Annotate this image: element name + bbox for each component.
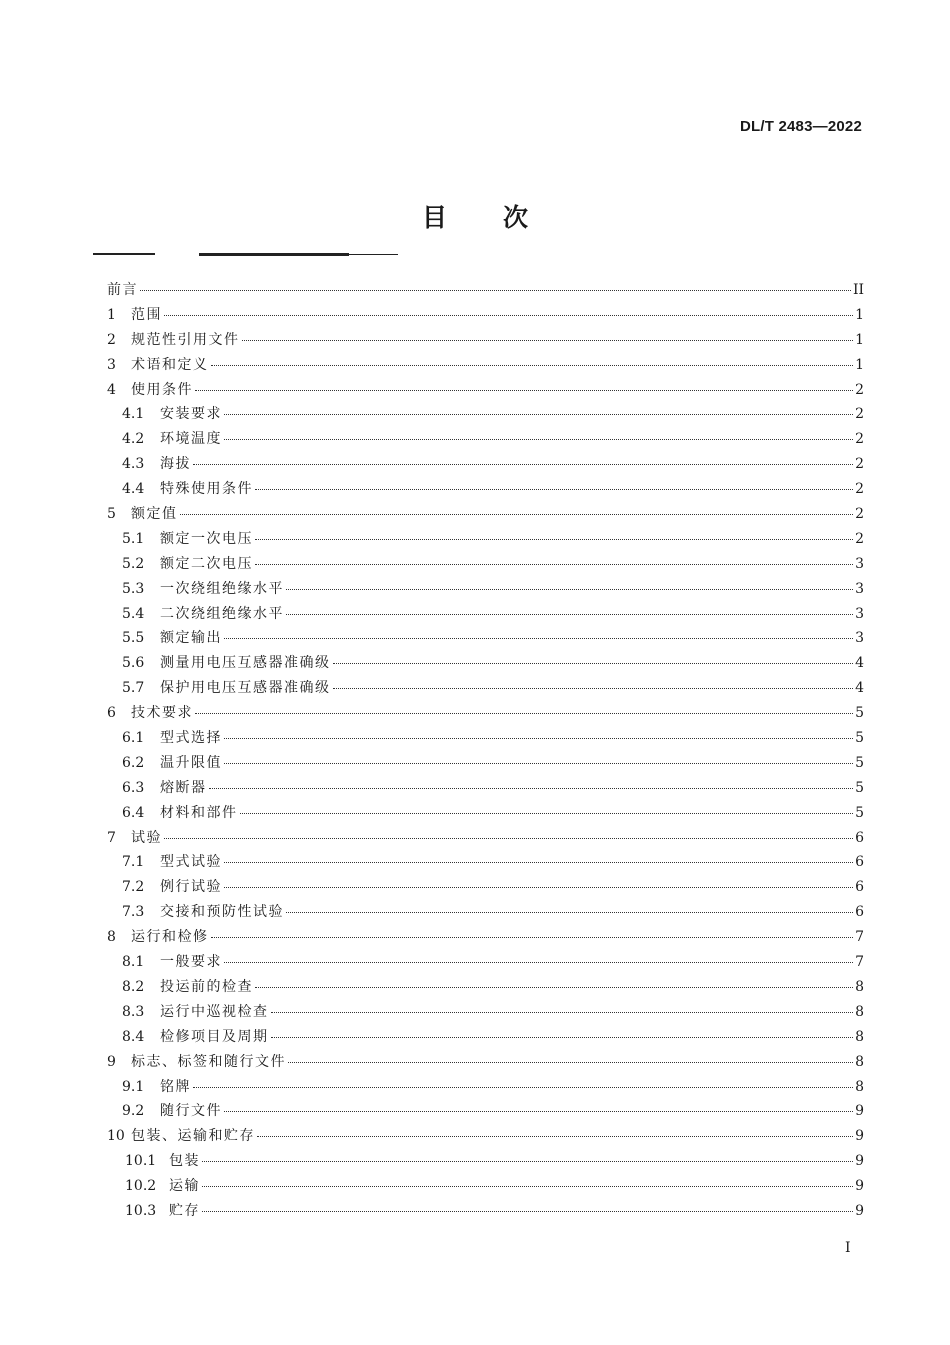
toc-entry-number: 5.6 (122, 655, 145, 672)
toc-entry[interactable] (107, 578, 864, 603)
toc-entry-label: 技术要求 (131, 705, 193, 722)
toc-dot-leader (240, 813, 854, 814)
toc-entry-label: 交接和预防性试验 (160, 904, 284, 921)
toc-entry-page: 9 (855, 1202, 864, 1219)
toc-dot-leader (224, 887, 853, 888)
toc-entry-page: 2 (855, 456, 864, 473)
toc-entry-label: 材料和部件 (160, 804, 238, 821)
toc-dot-leader (209, 788, 854, 789)
toc-dot-leader (224, 1111, 853, 1112)
toc-dot-leader (224, 962, 853, 963)
toc-entry[interactable] (107, 976, 864, 1001)
toc-entry-page: 2 (855, 481, 864, 498)
toc-dot-leader (242, 340, 854, 341)
page-title: 目次 (421, 203, 584, 232)
toc-entry-label: 保护用电压互感器准确级 (160, 680, 331, 697)
toc-entry[interactable] (107, 652, 864, 677)
toc-entry-page: 9 (855, 1128, 864, 1145)
toc-entry[interactable] (107, 1175, 864, 1200)
toc-entry-number: 5.1 (122, 530, 145, 547)
toc-entry-page: 7 (855, 929, 864, 946)
toc-entry-page: 3 (855, 580, 864, 597)
toc-dot-leader (255, 539, 853, 540)
toc-entry[interactable] (107, 802, 864, 827)
toc-entry-page: 2 (855, 406, 864, 423)
toc-entry-label: 二次绕组绝缘水平 (160, 605, 284, 622)
toc-entry[interactable] (107, 279, 864, 304)
toc-dot-leader (140, 290, 851, 291)
toc-entry-page: 8 (855, 978, 864, 995)
toc-entry-page: 9 (855, 1103, 864, 1120)
toc-entry-page: 5 (855, 705, 864, 722)
toc-entry-label: 铭牌 (160, 1078, 191, 1095)
toc-dot-leader (224, 414, 853, 415)
toc-entry-number: 5 (107, 506, 116, 523)
toc-entry-page: 8 (855, 1003, 864, 1020)
toc-entry[interactable] (107, 702, 864, 727)
toc-entry-page: 3 (855, 630, 864, 647)
toc-dot-leader (202, 1186, 853, 1187)
toc-dot-leader (164, 838, 853, 839)
toc-entry[interactable] (107, 827, 864, 852)
toc-entry[interactable] (107, 553, 864, 578)
toc-dot-leader (195, 390, 853, 391)
toc-entry-page: 6 (855, 829, 864, 846)
toc-entry-number: 5.3 (122, 580, 145, 597)
toc-dot-leader (180, 514, 854, 515)
toc-entry[interactable] (107, 627, 864, 652)
toc-entry-number: 10.3 (125, 1202, 157, 1219)
toc-entry-label: 运输 (169, 1178, 200, 1195)
toc-entry-label: 投运前的检查 (160, 978, 253, 995)
toc-entry[interactable] (107, 926, 864, 951)
toc-dot-leader (255, 564, 853, 565)
toc-entry-page: 8 (855, 1078, 864, 1095)
toc-entry-page: 4 (855, 680, 864, 697)
toc-dot-leader (257, 1136, 853, 1137)
toc-dot-leader (271, 1037, 854, 1038)
toc-entry-label: 包装 (169, 1153, 200, 1170)
toc-dot-leader (202, 1161, 853, 1162)
toc-entry-page: 8 (855, 1028, 864, 1045)
toc-entry-number: 4.3 (122, 456, 145, 473)
toc-entry[interactable] (107, 1100, 864, 1125)
toc-entry-label: 范围 (131, 306, 162, 323)
toc-entry-page: 2 (855, 381, 864, 398)
toc-entry[interactable] (107, 503, 864, 528)
toc-entry-label: 使用条件 (131, 381, 193, 398)
toc-entry-label: 规范性引用文件 (131, 331, 240, 348)
toc-entry-number: 5.4 (122, 605, 145, 622)
toc-entry[interactable] (107, 727, 864, 752)
toc-dot-leader (333, 688, 854, 689)
toc-entry-label: 环境温度 (160, 431, 222, 448)
toc-entry-page: 6 (855, 854, 864, 871)
toc-entry-number: 4.4 (122, 481, 145, 498)
toc-entry-number: 10.2 (125, 1178, 157, 1195)
toc-entry[interactable] (107, 1125, 864, 1150)
toc-entry-label: 温升限值 (160, 754, 222, 771)
toc-entry-label: 前言 (107, 282, 138, 298)
toc-entry-label: 贮存 (169, 1202, 200, 1219)
toc-entry-page: 6 (855, 904, 864, 921)
toc-entry-label: 一般要求 (160, 954, 222, 971)
toc-dot-leader (288, 1062, 853, 1063)
toc-entry[interactable] (107, 876, 864, 901)
toc-entry-label: 型式试验 (160, 854, 222, 871)
toc-entry-label: 标志、标签和随行文件 (131, 1053, 286, 1070)
toc-entry[interactable] (107, 478, 864, 503)
toc-entry-page: 9 (855, 1178, 864, 1195)
toc-entry-page: 7 (855, 954, 864, 971)
toc-dot-leader (286, 614, 853, 615)
toc-entry-page: 5 (855, 779, 864, 796)
toc-entry[interactable] (107, 1001, 864, 1026)
toc-entry-number: 8.2 (122, 978, 145, 995)
toc-entry-label: 例行试验 (160, 879, 222, 896)
toc-entry-number: 9.1 (122, 1078, 145, 1095)
toc-entry-number: 8 (107, 929, 116, 946)
toc-entry-label: 运行中巡视检查 (160, 1003, 269, 1020)
toc-entry-page: 4 (855, 655, 864, 672)
toc-entry-label: 术语和定义 (131, 356, 209, 373)
title-rule (93, 253, 398, 256)
toc-entry[interactable] (107, 528, 864, 553)
toc-entry-number: 4.2 (122, 431, 145, 448)
toc-entry[interactable] (107, 901, 864, 926)
toc-dot-leader (193, 1087, 853, 1088)
toc-entry[interactable] (107, 851, 864, 876)
toc-entry-number: 8.4 (122, 1028, 145, 1045)
toc-entry-number: 10 (107, 1128, 125, 1145)
toc-entry-page: 9 (855, 1153, 864, 1170)
toc-dot-leader (164, 315, 853, 316)
toc-entry[interactable] (107, 354, 864, 379)
toc-entry-number: 8.1 (122, 954, 145, 971)
toc-entry-number: 2 (107, 331, 116, 348)
toc-entry-page: 2 (855, 530, 864, 547)
toc-entry-label: 包装、运输和贮存 (131, 1128, 255, 1145)
toc-entry[interactable] (107, 379, 864, 404)
toc-entry-label: 海拔 (160, 456, 191, 473)
toc-entry-page: 3 (855, 555, 864, 572)
toc-entry[interactable] (107, 1200, 864, 1225)
toc-entry-number: 4 (107, 381, 116, 398)
toc-entry-page: 8 (855, 1053, 864, 1070)
toc-entry-number: 1 (107, 306, 116, 323)
toc-entry-page: 1 (855, 356, 864, 373)
toc-entry-page: 2 (855, 431, 864, 448)
toc-dot-leader (255, 489, 853, 490)
toc-entry[interactable] (107, 453, 864, 478)
toc-entry-label: 一次绕组绝缘水平 (160, 580, 284, 597)
toc-entry[interactable] (107, 403, 864, 428)
toc-entry-label: 特殊使用条件 (160, 481, 253, 498)
toc-dot-leader (333, 663, 854, 664)
toc-entry-number: 6.1 (122, 730, 145, 747)
toc-dot-leader (202, 1211, 853, 1212)
toc-entry-number: 10.1 (125, 1153, 157, 1170)
toc-entry[interactable] (107, 1026, 864, 1051)
toc-entry-page: 5 (855, 754, 864, 771)
toc-dot-leader (195, 713, 853, 714)
toc-entry-label: 熔断器 (160, 779, 207, 796)
toc-entry[interactable] (107, 677, 864, 702)
toc-entry-page: II (852, 282, 864, 298)
toc-entry-page: 1 (855, 306, 864, 323)
toc-entry[interactable] (107, 304, 864, 329)
toc-dot-leader (224, 638, 853, 639)
toc-dot-leader (211, 365, 854, 366)
toc-dot-leader (224, 862, 853, 863)
toc-entry[interactable] (107, 951, 864, 976)
toc-dot-leader (286, 589, 853, 590)
toc-entry-label: 额定二次电压 (160, 555, 253, 572)
toc-entry-label: 随行文件 (160, 1103, 222, 1120)
toc-entry-number: 5.5 (122, 630, 145, 647)
toc-entry-number: 7.3 (122, 904, 145, 921)
table-of-contents (107, 279, 864, 1225)
page-number: I (845, 1240, 851, 1256)
toc-entry-number: 9 (107, 1053, 116, 1070)
standard-code: DL/T 2483—2022 (739, 118, 862, 135)
toc-entry-label: 额定一次电压 (160, 530, 253, 547)
toc-entry-number: 6.2 (122, 754, 145, 771)
toc-entry-number: 6 (107, 705, 116, 722)
toc-entry-number: 5.2 (122, 555, 145, 572)
toc-entry[interactable] (107, 428, 864, 453)
toc-dot-leader (211, 937, 854, 938)
toc-entry-label: 运行和检修 (131, 929, 209, 946)
toc-entry-number: 6.4 (122, 804, 145, 821)
toc-entry[interactable] (107, 329, 864, 354)
toc-entry-number: 5.7 (122, 680, 145, 697)
toc-entry[interactable] (107, 1076, 864, 1101)
toc-entry-label: 安装要求 (160, 406, 222, 423)
toc-entry-page: 5 (855, 804, 864, 821)
toc-entry-number: 7.2 (122, 879, 145, 896)
toc-entry[interactable] (107, 603, 864, 628)
toc-dot-leader (193, 464, 853, 465)
toc-entry[interactable] (107, 777, 864, 802)
toc-entry-page: 2 (855, 506, 864, 523)
toc-entry-label: 检修项目及周期 (160, 1028, 269, 1045)
toc-entry-page: 5 (855, 730, 864, 747)
toc-entry-label: 测量用电压互感器准确级 (160, 655, 331, 672)
toc-entry-number: 3 (107, 356, 116, 373)
toc-entry-number: 4.1 (122, 406, 145, 423)
toc-entry-number: 9.2 (122, 1103, 145, 1120)
toc-entry-number: 7 (107, 829, 116, 846)
toc-entry-page: 1 (855, 331, 864, 348)
toc-entry-label: 额定值 (131, 506, 178, 523)
toc-entry-label: 试验 (131, 829, 162, 846)
toc-entry[interactable] (107, 1051, 864, 1076)
toc-dot-leader (255, 987, 853, 988)
toc-entry-page: 6 (855, 879, 864, 896)
toc-entry-label: 型式选择 (160, 730, 222, 747)
toc-entry-number: 6.3 (122, 779, 145, 796)
toc-dot-leader (271, 1012, 854, 1013)
toc-entry[interactable] (107, 1150, 864, 1175)
toc-dot-leader (286, 912, 853, 913)
toc-dot-leader (224, 738, 853, 739)
toc-entry[interactable] (107, 752, 864, 777)
toc-entry-number: 8.3 (122, 1003, 145, 1020)
toc-dot-leader (224, 763, 853, 764)
toc-entry-page: 3 (855, 605, 864, 622)
toc-entry-number: 7.1 (122, 854, 145, 871)
toc-entry-label: 额定输出 (160, 630, 222, 647)
toc-dot-leader (224, 439, 853, 440)
